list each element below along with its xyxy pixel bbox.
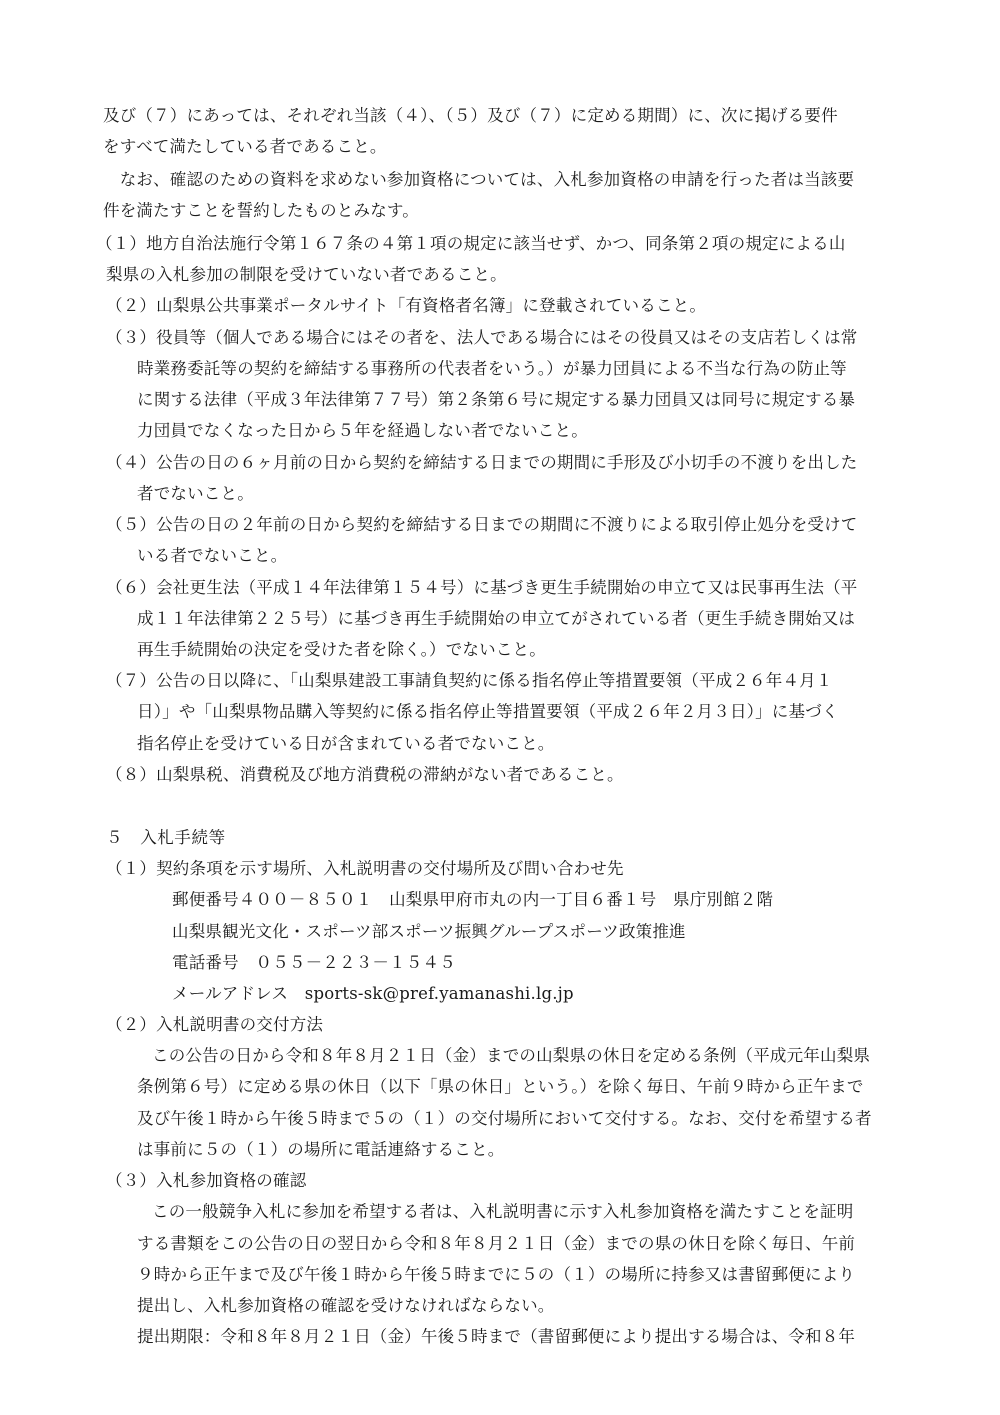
requirement-2: （２）山梨県公共事業ポータルサイト「有資格者名簿」に登載されていること。: [106, 296, 707, 315]
requirement-6-cont: 成１１年法律第２２５号）に基づき再生手続開始の申立てがされている者（更生手続き開始又は: [137, 609, 856, 628]
section-5-heading: ５ 入札手続等: [106, 828, 226, 847]
subsection-5-3-heading: （３）入札参加資格の確認: [106, 1171, 307, 1190]
subsection-5-2-heading: （２）入札説明書の交付方法: [106, 1015, 324, 1034]
requirement-3-cont: 力団員でなくなった日から５年を経過しない者でないこと。: [137, 421, 588, 440]
requirement-7-cont: 日）」や「山梨県物品購入等契約に係る指名停止等措置要領（平成２６年２月３日）」に基づく: [137, 702, 839, 721]
requirement-7: （７）公告の日以降に、「山梨県建設工事請負契約に係る指名停止等措置要領（平成２６年４月１: [106, 671, 833, 690]
requirement-1: （１）地方自治法施行令第１６７条の４第１項の規定に該当せず、かつ、同条第２項の規定による山: [96, 234, 846, 253]
paragraph-line: 及び午後１時から午後５時まで５の（１）の交付場所において交付する。なお、交付を希望する者: [137, 1109, 872, 1128]
requirement-3-cont: に関する法律（平成３年法律第７７号）第２条第６号に規定する暴力団員又は同号に規定する暴: [137, 390, 856, 409]
text-line: 及び（７）にあっては、それぞれ当該（４）、（５）及び（７）に定める期間）に、次に掲げる要件: [103, 106, 838, 125]
requirement-5: （５）公告の日の２年前の日から契約を締結する日までの期間に不渡りによる取引停止処分を受けて: [106, 515, 858, 534]
requirement-5-cont: いる者でないこと。: [137, 546, 288, 565]
subsection-5-1-heading: （１）契約条項を示す場所、入札説明書の交付場所及び問い合わせ先: [106, 859, 624, 878]
contact-address: 郵便番号４００－８５０１ 山梨県甲府市丸の内一丁目６番１号 県庁別館２階: [172, 890, 774, 909]
requirement-7-cont: 指名停止を受けている日が含まれている者でないこと。: [137, 734, 555, 753]
paragraph-line: この公告の日から令和８年８月２１日（金）までの山梨県の休日を定める条例（平成元年山梨県: [152, 1046, 871, 1065]
text-line: 件を満たすことを誓約したものとみなす。: [103, 201, 419, 220]
requirement-3: （３）役員等（個人である場合にはその者を、法人である場合にはその役員又はその支店若しくは常: [106, 328, 858, 347]
requirement-6-cont: 再生手続開始の決定を受けた者を除く。）でないこと。: [137, 640, 546, 659]
contact-phone: 電話番号 ０５５－２２３－１５４５: [172, 953, 456, 972]
text-line: なお、確認のための資料を求めない参加資格については、入札参加資格の申請を行った者は当該要: [103, 170, 855, 189]
paragraph-line: この一般競争入札に参加を希望する者は、入札説明書に示す入札参加資格を満たすことを証明: [152, 1202, 854, 1221]
paragraph-line: は事前に５の（１）の場所に電話連絡すること。: [137, 1140, 505, 1159]
requirement-8: （８）山梨県税、消費税及び地方消費税の滞納がない者であること。: [106, 765, 624, 784]
text-line: をすべて満たしている者であること。: [103, 137, 387, 156]
requirement-1-cont: 梨県の入札参加の制限を受けていない者であること。: [106, 265, 507, 284]
requirement-3-cont: 時業務委託等の契約を締結する事務所の代表者をいう。）が暴力団員による不当な行為の防止等: [137, 359, 847, 378]
deadline-line: 提出期限：令和８年８月２１日（金）午後５時まで（書留郵便により提出する場合は、令和８年: [137, 1327, 856, 1346]
paragraph-line: する書類をこの公告の日の翌日から令和８年８月２１日（金）までの県の休日を除く毎日、午前: [137, 1234, 856, 1253]
requirement-4-cont: 者でないこと。: [137, 484, 254, 503]
paragraph-line: 提出し、入札参加資格の確認を受けなければならない。: [137, 1296, 555, 1315]
paragraph-line: ９時から正午まで及び午後１時から午後５時までに５の（１）の場所に持参又は書留郵便により: [137, 1265, 856, 1284]
requirement-6: （６）会社更生法（平成１４年法律第１５４号）に基づき更生手続開始の申立て又は民事再生法（平: [106, 578, 858, 597]
requirement-4: （４）公告の日の６ヶ月前の日から契約を締結する日までの期間に手形及び小切手の不渡りを出した: [106, 453, 858, 472]
contact-email: メールアドレス sports-sk@pref.yamanashi.lg.jp: [172, 984, 574, 1003]
contact-department: 山梨県観光文化・スポーツ部スポーツ振興グループスポーツ政策推進: [172, 922, 686, 941]
paragraph-line: 条例第６号）に定める県の休日（以下「県の休日」という。）を除く毎日、午前９時から正午まで: [137, 1077, 864, 1096]
